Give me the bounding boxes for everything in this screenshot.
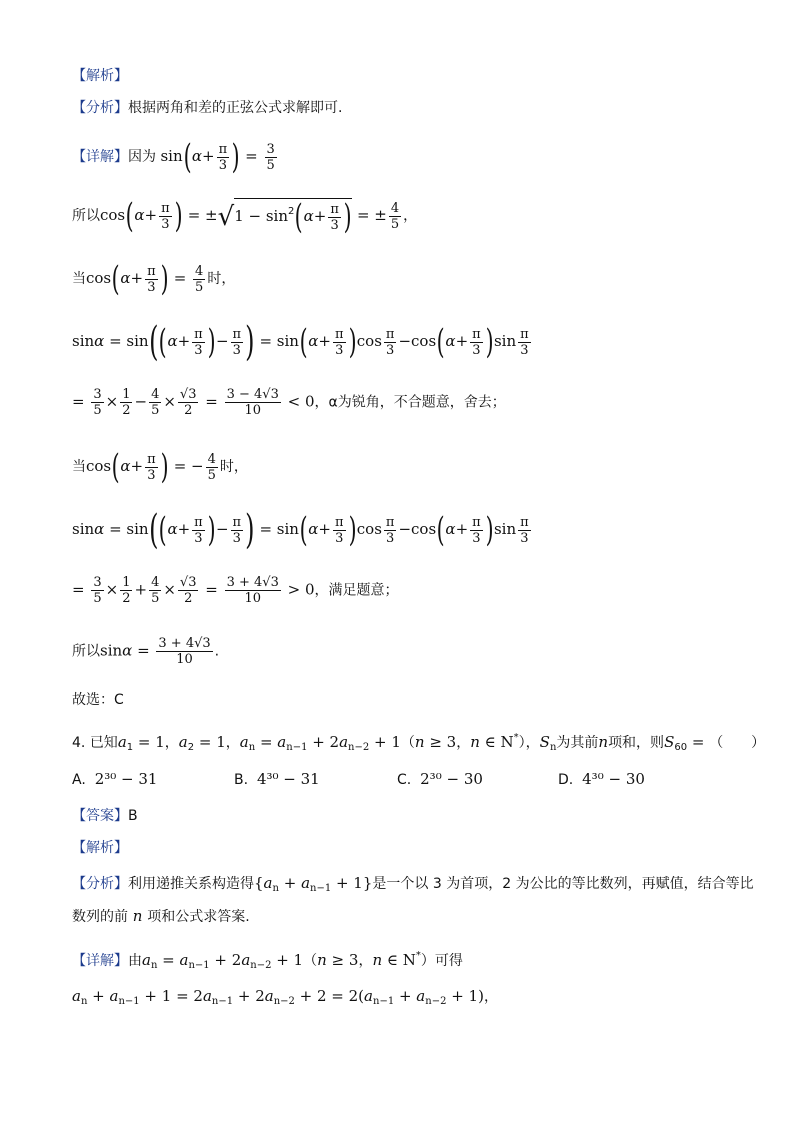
question-4-stem: 4. 已知$a_1 = 1$，$a_2 = 1$，$a_n = a_{n-1} + 2a_{n-2} + 1(n \ge 3$，n ∈ N*），$S_n$为其前n项和，则$S_{60}$ = （ ） (72, 732, 766, 753)
detail-case-1: 当cos(α+ $\frac{\pi}{3}$ ) = $\frac{4}{5}$ 时， (72, 259, 236, 299)
answer-line: 【答案】B (72, 808, 138, 824)
detail-expand-2: sinα = sin((α+ $\frac{\pi}{3}$ )− $\frac{\pi}{3}$ ) = sin(α+ $\frac{\pi}{3}$ )cos $\frac{\pi}{3}$ −cos(α+ $\frac{\pi}{3}$ )sin $\frac{\pi}{3}$ (72, 507, 529, 553)
detail-expand-1: sinα = sin((α+ $\frac{\pi}{3}$ )− $\frac{\pi}{3}$ ) = sin(α+ $\frac{\pi}{3}$ )cos $\frac{\pi}{3}$ −cos(α+ $\frac{\pi}{3}$ )sin $\frac{\pi}{3}$ (72, 319, 529, 365)
analysis-line-2b: 数列的前 n 项和公式求答案. (72, 907, 250, 925)
option-c: C. 2³⁰ − 30 (397, 770, 483, 788)
detail-q4-line-2: $a_n + a_{n-1} + 1 = 2a_{n-1} + 2a_{n-2} + 2 = 2(a_{n-1} + a_{n-2} + 1)$， (72, 987, 498, 1007)
detail-case-2: 当cos(α+ $\frac{\pi}{3}$ ) = − $\frac{4}{5}$ 时， (72, 447, 248, 487)
analysis-line-2a: 【分析】利用递推关系构造得$\{a_n + a_{n-1} + 1\}$是一个以 3 为首项，2 为公比的等比数列，再赋值，结合等比 (72, 874, 754, 894)
option-b: B. 4³⁰ − 31 (234, 770, 320, 788)
analysis-line: 【分析】根据两角和差的正弦公式求解即可. (72, 100, 343, 116)
detail-line-2: 所以cos(α+ $\frac{\pi}{3}$ ) = $\pm√1 - \sin^2(\alpha+$ $\frac{\pi}{3}$ ) = ± $\frac{4}{5}$ ， (72, 196, 418, 237)
option-a: A. 2³⁰ − 31 (72, 770, 158, 788)
detail-conclusion: 所以sinα = $\frac{3 + 4√3}{10}$ . (72, 636, 220, 667)
answer-choice: 故选：C (72, 692, 124, 708)
solution-heading-2: 【解析】 (72, 840, 128, 856)
solution-heading: 【解析】 (72, 68, 128, 84)
detail-line-1: 【详解】因为 sin(α+ $\frac{\pi}{3}$ ) = $\frac{3}{5}$ (72, 137, 275, 177)
detail-result-1: = $\frac{3}{5}$ × $\frac{1}{2}$ − $\frac{4}{5}$ × $\frac{√3}{2}$ = $\frac{3 - 4√3}{10}$ < 0，α为锐角，不合题意，舍去； (72, 387, 506, 418)
option-d: D. 4³⁰ − 30 (558, 770, 645, 788)
detail-result-2: = $\frac{3}{5}$ × $\frac{1}{2}$ + $\frac{4}{5}$ × $\frac{√3}{2}$ = $\frac{3 + 4√3}{10}$ > 0，满足题意； (72, 575, 399, 606)
detail-q4-line-1: 【详解】由$a_n = a_{n-1} + 2a_{n-2} + 1(n \ge 3$，n ∈ N*）可得 (72, 950, 463, 971)
